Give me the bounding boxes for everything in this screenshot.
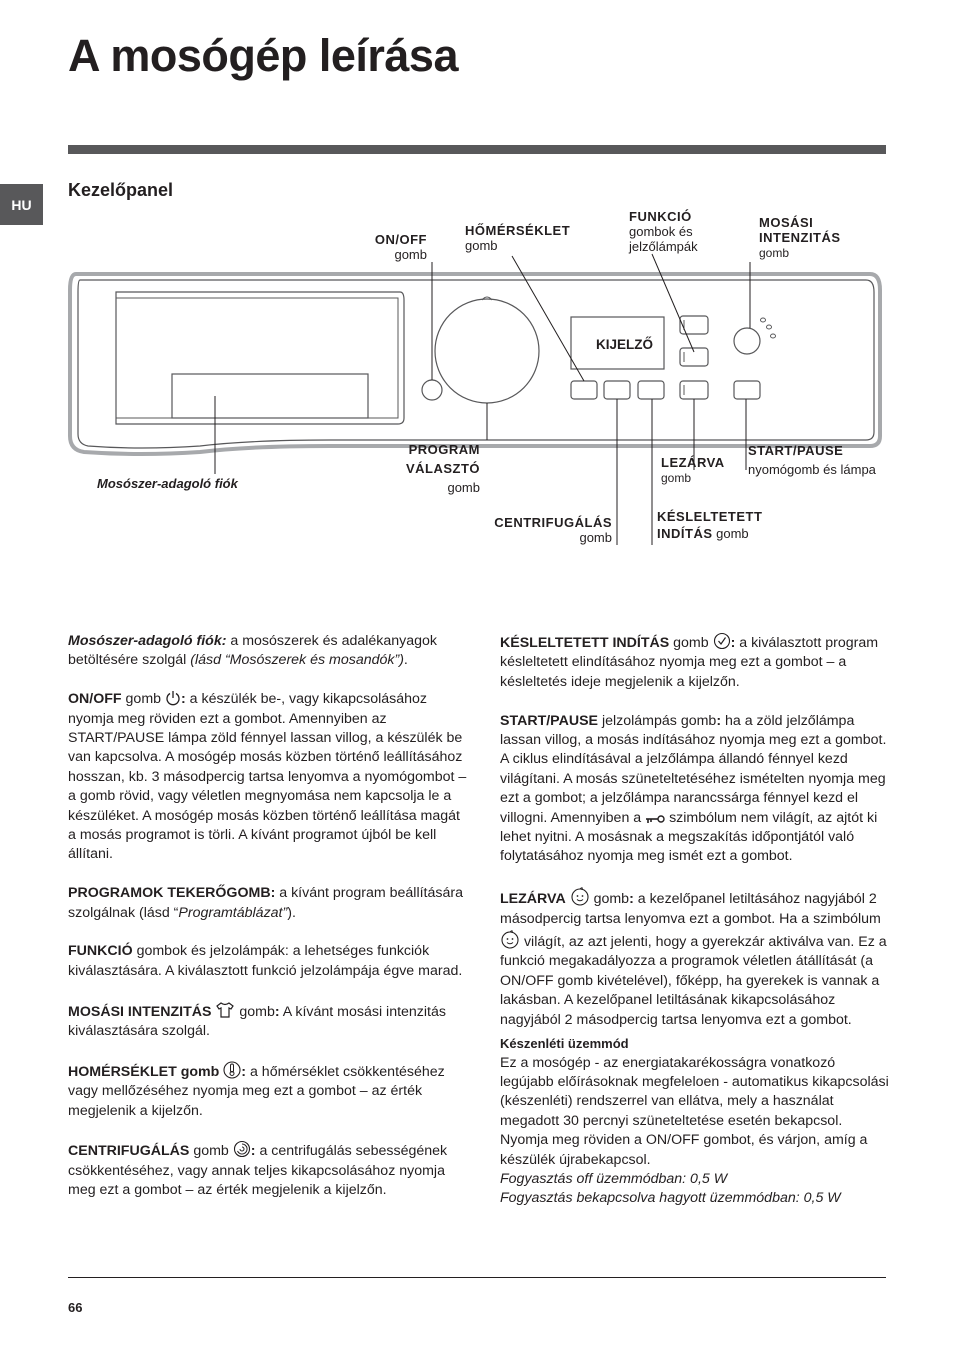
drawer-outline (116, 292, 404, 424)
page-number: 66 (68, 1300, 83, 1315)
description-column-right (500, 632, 890, 1209)
button-function-2-shape (680, 348, 708, 366)
button-function-1-shape (680, 316, 708, 334)
desc-spin: CENTRIFUGÁLÁS gomb : a centrifugálás sebességének csökkentéséhez, vagy annak teljes kikapcsolásához nyomja meg ezt a gombot – az érték megjelenik a kijelzőn. (68, 1140, 468, 1200)
leader-temp (512, 256, 584, 381)
label-lock: LEZÁRVA gomb (661, 455, 725, 485)
standby-heading: Készenléti üzemmód (500, 1036, 629, 1052)
header-rule (68, 145, 886, 154)
thermometer-icon (223, 1061, 241, 1079)
intensity-button-shape (734, 328, 760, 354)
display-label: KIJELZŐ (596, 337, 654, 352)
label-onoff: ON/OFF gomb (374, 232, 427, 262)
desc-temperature: HOMÉRSÉKLET gomb : a hőmérséklet csökkentéséhez vagy mellőzéséhez nyomja meg ezt a gombot – az érték megjelenik a kijelzőn. (68, 1061, 468, 1121)
footer-rule (68, 1277, 886, 1278)
label-function: FUNKCIÓ gombok és jelzőlámpák (629, 209, 698, 254)
label-delay: KÉSLELTETETT INDÍTÁS gomb (657, 509, 763, 541)
spin-icon (233, 1140, 251, 1158)
drawer-handle (172, 374, 368, 418)
clock-icon (713, 632, 731, 650)
key-icon (645, 813, 665, 825)
section-heading: Kezelőpanel (68, 180, 174, 200)
desc-lock: LEZÁRVA gomb: a kezelőpanel letiltásához nagyjából 2 másodpercig tartsa lenyomva ezt a gombot. Ha a szimbólum világít, az azt jelenti, hogy a gyerekzár aktiválva van. Ez a funkció megakadályozza a programok véletlen átállítását (a ON/OFF gomb kivételével), főképp, ha gyerekek is vannak a lakásban. A kezelőpanel letiltásának kikapcsolásához nagyjából 2 másodpercig tartsa lenyomva ezt a gombot. (500, 886, 890, 1030)
standby-consumption-on: Fogyasztás bekapcsolva hagyott üzemmódban: 0,5 W (500, 1190, 841, 1207)
description-column-left (68, 632, 468, 1220)
desc-program: PROGRAMOK TEKERŐGOMB: a kívánt program beállítására szolgálnak (lásd “Programtáblázat”). (68, 885, 463, 921)
desc-delay: KÉSLELTETETT INDÍTÁS gomb : a kiválasztott program késleltetett elindításához nyomja meg ezt a gombot – a késleltetés ideje megjelenik a kijelzőn. (500, 632, 890, 692)
button-temp-shape (571, 381, 597, 399)
panel-outline (70, 274, 880, 454)
control-panel-diagram (0, 0, 954, 600)
button-delay-shape (638, 381, 664, 399)
shirt-icon (215, 1001, 235, 1019)
desc-function: FUNKCIÓ gombok és jelzolámpák: a lehetséges funkciók kiválasztására. A kiválasztott funkció jelzolámpája égve marad. (68, 943, 463, 979)
standby-text: Ez a mosógép - az energiatakarékosságra vonatkozó legújabb előírásoknak megfeleloen - automatikus kikapcsolási (készenléti) rendszerrel van ellátva, mely a használat megadott 30 percnyi szüneteltetése esetén bekapcsol. Nyomja meg röviden a ON/OFF gombot, és várjon, amíg a készülék újrabekapcsol. (500, 1054, 889, 1168)
program-dial-shape (435, 299, 539, 403)
desc-start-pause: START/PAUSE jelzolámpás gomb: ha a zöld jelzőlámpa lassan villog, a mosás indításához nyomja meg ezt a gombot. A ciklus elindításával a jelzőlámpa állandó fénnyel kezd világítani. A mosás szüneteltetéséhez ismételten nyomja meg ezt a gombot; a jelzőlámpa narancssárga fénnyel kezd el villogni. Amennyiben a szimbólum nem világít, az ajtót ki lehet nyitni. A mosásnak a megszakítás időpontjától való folytatásához nyomja meg ismét ezt a gombot. (500, 712, 887, 865)
desc-intensity: MOSÁSI INTENZITÁS gomb: A kívánt mosási intenzitás kiválasztására szolgál. (68, 1001, 468, 1042)
label-spin: CENTRIFUGÁLÁS gomb (494, 515, 612, 545)
standby-consumption-off: Fogyasztás off üzemmódban: 0,5 W (500, 1170, 728, 1187)
desc-drawer: Mosószer-adagoló fiók: a mosószerek és adalékanyagok betöltésére szolgál (lásd “Mosószerek és mosandók”). (68, 633, 438, 669)
desc-onoff: ON/OFF gomb : a készülék be-, vagy kikapcsolásához nyomja meg röviden ezt a gombot. Amennyiben az START/PAUSE lámpa zöld fénnyel lassan villog, a készülék be van kapcsolva. A mosógép mosás közben történő leállításához hosszan, kb. 3 másodpercig tartsa lenyomva a nyomógombot – a gomb rövid, vagy véletlen megnyomása nem kapcsolja le a készüléket. A mosógép mosás közben történő leállítása magát a mosás programot is törli. A kívánt programot újból be kell állítani. (68, 691, 467, 863)
label-temperature: HŐMÉRSÉKLET gomb (465, 223, 571, 253)
button-lock-shape (680, 381, 708, 399)
button-spin-shape (604, 381, 630, 399)
power-icon (165, 690, 181, 706)
label-drawer: Mosószer-adagoló fiók (97, 476, 238, 491)
page-title: A mosógép leírása (68, 30, 458, 81)
label-program: PROGRAM VÁLASZTÓ gomb (405, 442, 480, 495)
button-start-shape (734, 381, 760, 399)
language-tab: HU (0, 184, 43, 225)
label-intensity: MOSÁSI INTENZITÁS gomb (759, 215, 841, 260)
label-start-pause: START/PAUSE nyomógomb és lámpa (748, 443, 876, 477)
child-lock-icon (570, 886, 590, 906)
leader-function (652, 254, 694, 352)
child-lock-icon (500, 929, 520, 949)
onoff-button-shape (422, 380, 442, 400)
